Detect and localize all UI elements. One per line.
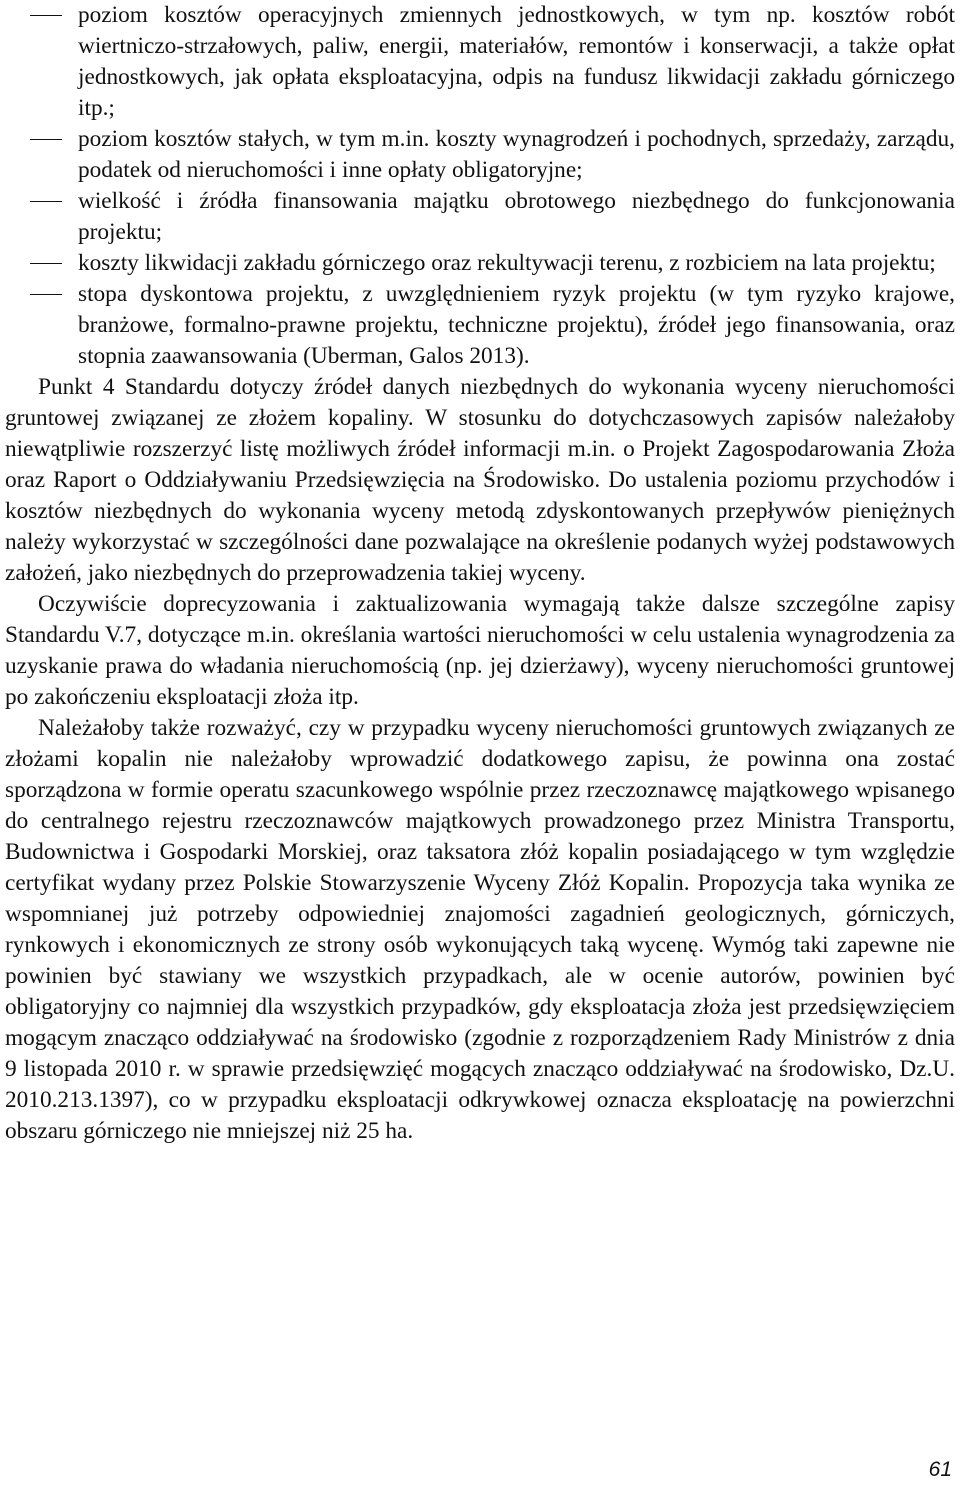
em-dash-icon: [30, 263, 62, 264]
list-item-text: poziom kosztów operacyjnych zmiennych jednostkowych, w tym np. kosztów robót wiertniczo-strzałowych, paliw, energii, materiałów, remontów i konserwacji, a także opłat jednostkowych, jak opłata eksploatacyjna, odpis na fundusz likwidacji zakładu górniczego itp.;: [78, 2, 955, 121]
bullet-list: [5, 0, 955, 372]
list-item: [5, 279, 955, 372]
paragraph-valuation-proposal: Należałoby także rozważyć, czy w przypadku wyceny nieruchomości gruntowych związanych ze złożami kopalin nie należałoby wprowadzić dodatkowego zapisu, że powinna ona zostać sporządzona w formie operatu szacunkowego wspólnie przez rzeczoznawcę majątkowego wpisanego do centralnego rejestru rzeczoznawców majątkowych prowadzonego przez Ministra Transportu, Budownictwa i Gospodarki Morskiej, oraz taksatora złóż kopalin posiadającego w tym względzie certyfikat wydany przez Polskie Stowarzyszenie Wyceny Złóż Kopalin. Propozycja taka wynika ze wspomnianej już potrzeby odpowiedniej znajomości zagadnień geologicznych, górniczych, rynkowych i ekonomicznych ze strony osób wykonujących taką wycenę. Wymóg taki zapewne nie powinien być stawiany we wszystkich przypadkach, ale w ocenie autorów, powinien być obligatoryjny co najmniej dla wszystkich przypadków, gdy eksploatacja złoża jest przedsięwzięciem mogącym znacząco oddziaływać na środowisko (zgodnie z rozporządzeniem Rady Ministrów z dnia 9 listopada 2010 r. w sprawie przedsięwzięć mogących znacząco oddziaływać na środowisko, Dz.U. 2010.213.1397), co w przypadku eksploatacji odkrywkowej oznacza eksploatację na powierzchni obszaru górniczego nie mniejszej niż 25 ha.: [5, 715, 955, 1144]
em-dash-icon: [30, 201, 62, 202]
list-item: [5, 124, 955, 186]
list-item-text: wielkość i źródła finansowania majątku obrotowego niezbędnego do funkcjonowania projektu;: [78, 188, 955, 245]
page-body: [5, 0, 955, 1147]
list-item: [5, 0, 955, 124]
list-item-text: poziom kosztów stałych, w tym m.in. koszty wynagrodzeń i pochodnych, sprzedaży, zarządu, podatek od nieruchomości i inne opłaty obligatoryjne;: [78, 126, 955, 183]
list-item-text: koszty likwidacji zakładu górniczego oraz rekultywacji terenu, z rozbiciem na lata projektu;: [78, 250, 936, 276]
em-dash-icon: [30, 15, 62, 16]
em-dash-icon: [30, 294, 62, 295]
list-item: [5, 248, 955, 279]
list-item-text: stopa dyskontowa projektu, z uwzględnieniem ryzyk projektu (w tym ryzyko krajowe, branżowe, formalno-prawne projektu, techniczne projektu), źródeł jego finansowania, oraz stopnia zaawansowania (Uberman, Galos 2013).: [78, 281, 955, 369]
em-dash-icon: [30, 139, 62, 140]
paragraph-standard-v7: Oczywiście doprecyzowania i zaktualizowania wymagają także dalsze szczególne zapisy Standardu V.7, dotyczące m.in. określania wartości nieruchomości w celu ustalenia wynagrodzenia za uzyskanie prawa do władania nieruchomością (np. jej dzierżawy), wyceny nieruchomości gruntowej po zakończeniu eksploatacji złoża itp.: [5, 591, 955, 710]
page-number: 61: [928, 1458, 952, 1481]
list-item: [5, 186, 955, 248]
paragraph-standard-point-4: Punkt 4 Standardu dotyczy źródeł danych niezbędnych do wykonania wyceny nieruchomości gruntowej związanej ze złożem kopaliny. W stosunku do dotychczasowych zapisów należałoby niewątpliwie rozszerzyć listę możliwych źródeł informacji m.in. o Projekt Zagospodarowania Złoża oraz Raport o Oddziaływaniu Przedsięwzięcia na Środowisko. Do ustalenia poziomu przychodów i kosztów niezbędnych do wykonania wyceny metodą zdyskontowanych przepływów pieniężnych należy wykorzystać w szczególności dane pozwalające na określenie podanych wyżej podstawowych założeń, jako niezbędnych do przeprowadzenia takiej wyceny.: [5, 374, 955, 586]
